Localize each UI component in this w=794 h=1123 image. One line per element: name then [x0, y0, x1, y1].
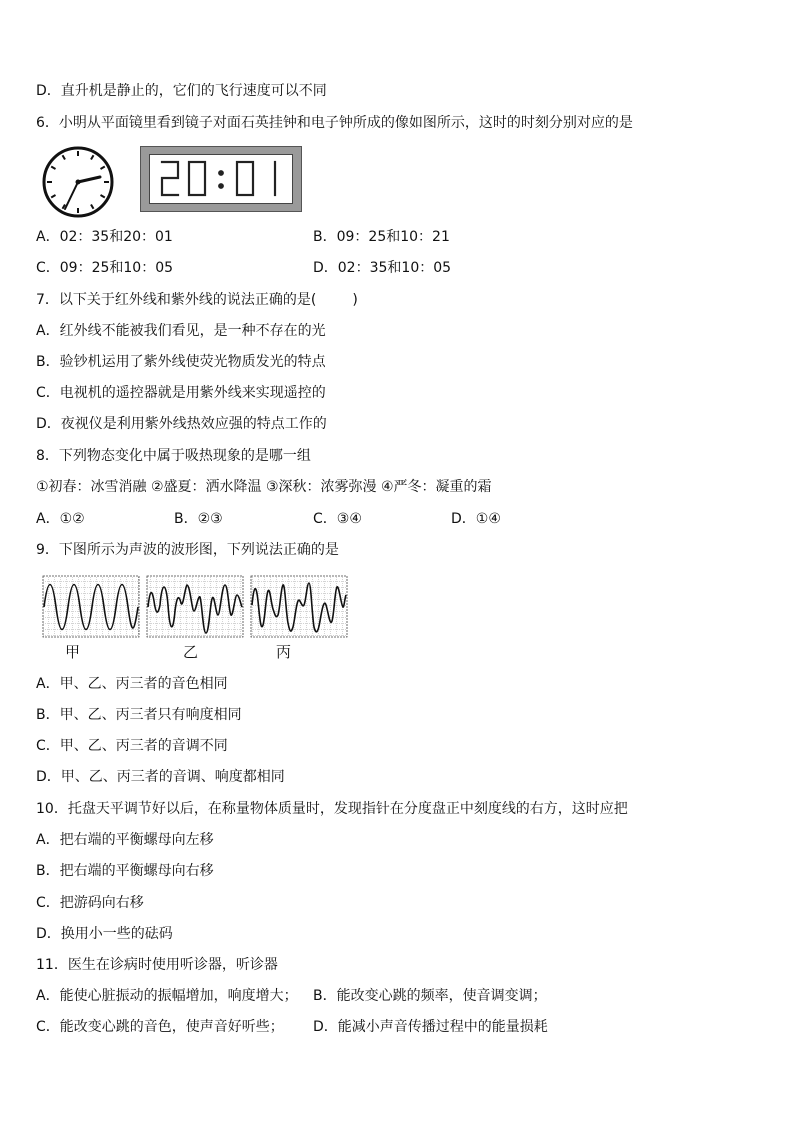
q8-option-b: B．②③: [174, 511, 223, 527]
waveform-jia: [43, 576, 139, 637]
q11-option-c: C．能改变心跳的音色，使声音好听些；: [36, 1019, 284, 1035]
digital-clock: [140, 146, 302, 212]
q9-stem: 9．下图所示为声波的波形图，下列说法正确的是: [36, 542, 339, 558]
q7-stem-close: ): [352, 292, 358, 308]
q8-stem: 8．下列物态变化中属于吸热现象的是哪一组: [36, 448, 311, 464]
q6-option-a: A．02：35和20：01: [36, 229, 173, 245]
q6-option-c: C．09：25和10：05: [36, 260, 174, 276]
q11-option-a: A．能使心脏振动的振幅增加，响度增大；: [36, 988, 298, 1004]
q10-option-d: D．换用小一些的砝码: [36, 926, 173, 942]
q7-stem-text: 7．以下关于红外线和紫外线的说法正确的是(: [36, 292, 317, 308]
q10-stem: 10．托盘天平调节好以后，在称量物体质量时，发现指针在分度盘正中刻度线的右方，这时应把: [36, 801, 628, 817]
q7-option-c: C．电视机的遥控器就是用紫外线来实现遥控的: [36, 385, 326, 401]
q10-option-b: B．把右端的平衡螺母向右移: [36, 863, 214, 879]
analog-clock-icon: [40, 146, 116, 218]
q7-stem: [36, 290, 358, 310]
q8-option-a: A．①②: [36, 511, 85, 527]
q10-option-a: A．把右端的平衡螺母向左移: [36, 832, 214, 848]
q7-option-b: B．验钞机运用了紫外线使荧光物质发光的特点: [36, 354, 326, 370]
q8-list: ①初春：冰雪消融 ②盛夏：洒水降温 ③深秋：浓雾弥漫 ④严冬：凝重的霜: [36, 479, 492, 495]
waveform-label-yi: 乙: [183, 643, 199, 661]
q7-option-d: D．夜视仪是利用紫外线热效应强的特点工作的: [36, 416, 327, 432]
waveform-bing: [251, 576, 347, 637]
q9-option-a: A．甲、乙、丙三者的音色相同: [36, 676, 228, 692]
digital-clock-display: [149, 154, 293, 204]
q8-option-c: C．③④: [313, 511, 362, 527]
q7-option-a: A．红外线不能被我们看见，是一种不存在的光: [36, 323, 326, 339]
q9-option-c: C．甲、乙、丙三者的音调不同: [36, 738, 228, 754]
q8-option-d: D．①④: [451, 511, 501, 527]
sound-waveforms: [42, 575, 350, 639]
waveform-label-jia: 甲: [65, 643, 81, 661]
q6-option-d: D．02：35和10：05: [313, 260, 452, 276]
q9-option-d: D．甲、乙、丙三者的音调、响度都相同: [36, 769, 285, 785]
q11-option-d: D．能减小声音传播过程中的能量损耗: [313, 1019, 548, 1035]
q11-stem: 11．医生在诊病时使用听诊器，听诊器: [36, 957, 278, 973]
waveform-yi: [147, 576, 243, 637]
q6-stem: 6．小明从平面镜里看到镜子对面石英挂钟和电子钟所成的像如图所示，这时的时刻分别对应的是: [36, 115, 633, 131]
q9-option-b: B．甲、乙、丙三者只有响度相同: [36, 707, 242, 723]
q11-option-b: B．能改变心跳的频率，使音调变调；: [313, 988, 547, 1004]
q10-option-c: C．把游码向右移: [36, 895, 144, 911]
q5-option-d: D．直升机是静止的，它们的飞行速度可以不同: [36, 83, 327, 99]
waveform-label-bing: 丙: [276, 643, 292, 661]
q6-option-b: B．09：25和10：21: [313, 229, 450, 245]
